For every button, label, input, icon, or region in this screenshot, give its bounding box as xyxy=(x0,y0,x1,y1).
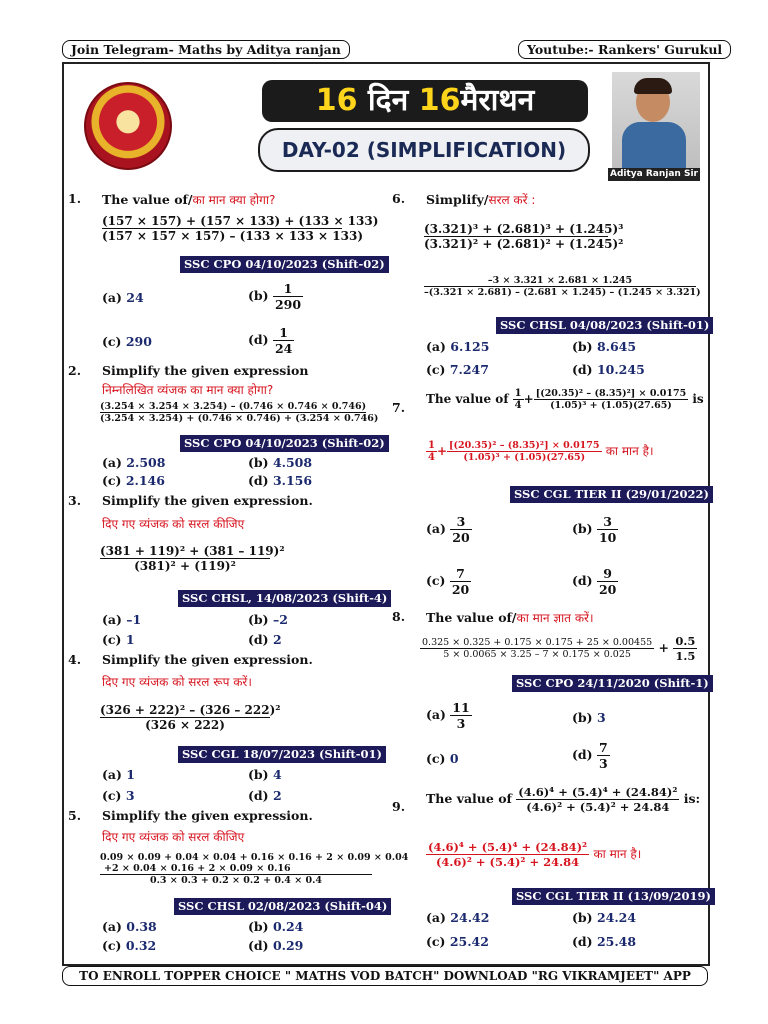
q4-source-badge: SSC CGL 18/07/2023 (Shift-01) xyxy=(178,746,386,763)
q3-source-badge: SSC CHSL, 14/08/2023 (Shift-4) xyxy=(178,590,391,607)
q9-number: 9. xyxy=(392,799,406,814)
q8-source-badge: SSC CPO 24/11/2020 (Shift-1) xyxy=(512,675,713,692)
q9-option-d[interactable]: (d) 25.48 xyxy=(572,934,637,949)
q9-text: The value of $\frac{\text{(4.6)⁴ + (5.4)⁴ + (24.84)²}}{\text{(4.6)² + (5.4)² + 24.84}}$ is: xyxy=(426,785,701,814)
q6-option-d[interactable]: (d) 10.245 xyxy=(572,362,645,377)
q8-number: 8. xyxy=(392,609,406,624)
q2-expression: (3.254 × 3.254 × 3.254) – (0.746 × 0.746 × 0.746) (3.254 × 3.254) + (0.746 × 0.746) + (3.254 × 0.746) xyxy=(100,401,379,424)
q7-source-badge: SSC CGL TIER II (29/01/2022) xyxy=(510,486,713,503)
q2-option-d[interactable]: (d) 3.156 xyxy=(248,473,313,488)
teacher-name: Aditya Ranjan Sir xyxy=(608,168,700,181)
q9-source-badge: SSC CGL TIER II (13/09/2019) xyxy=(512,888,715,905)
q9-hindi-line: $\frac{\text{(4.6)⁴ + (5.4)⁴ + (24.84)²}}{\text{(4.6)² + (5.4)² + 24.84}}$ का मान है। xyxy=(428,840,642,869)
q8-expression: $\frac{0.325 \times 0.325 + 0.175 \times 0.175 + 25 \times 0.00455}{5 \times 0.0065 \times 3.25 - 7 \times 0.175 \times 0.025}$ + $\frac{0.5}{1.5}$ xyxy=(422,634,696,663)
q5-hindi: दिए गए व्यंजक को सरल कीजिए xyxy=(102,830,245,844)
q5-number: 5. xyxy=(68,808,82,823)
q1-source-badge: SSC CPO 04/10/2023 (Shift-02) xyxy=(180,256,389,273)
ssc-emblem-logo xyxy=(84,82,172,170)
q1-option-d[interactable]: (d) $\frac{1}{24}$ xyxy=(248,325,293,356)
q4-number: 4. xyxy=(68,652,82,667)
q1-text: The value of/का मान क्या होगा? xyxy=(102,192,276,207)
q4-hindi: दिए गए व्यंजक को सरल रूप करें। xyxy=(102,675,252,689)
q4-text: Simplify the given expression. xyxy=(102,652,313,667)
q8-option-b[interactable]: (b) 3 xyxy=(572,710,606,725)
q7-hindi-line: $\frac{1}{4}$ + $\frac{\text{[(20.35)² – (8.35)²] × 0.0175}}{\text{(1.05)³ + (1.05)(27.65)}}$ का मान है। xyxy=(428,440,654,463)
q6-expression: (3.321)³ + (2.681)³ + (1.245)³ (3.321)² + (2.681)² + (1.245)² xyxy=(424,222,624,251)
q5-option-d[interactable]: (d) 0.29 xyxy=(248,938,304,953)
q7-option-b[interactable]: (b) $\frac{3}{10}$ xyxy=(572,514,617,545)
q3-option-c[interactable]: (c) 1 xyxy=(102,632,135,647)
q5-option-b[interactable]: (b) 0.24 xyxy=(248,919,304,934)
q2-source-badge: SSC CPO 04/10/2023 (Shift-02) xyxy=(180,435,389,452)
q8-option-a[interactable]: (a) $\frac{11}{3}$ xyxy=(426,700,470,731)
q2-option-c[interactable]: (c) 2.146 xyxy=(102,473,165,488)
youtube-label: Youtube:- Rankers' Gurukul xyxy=(518,40,731,59)
q7-text: The value of $\frac{1}{4}$ + $\frac{\text{[(20.35)² – (8.35)²] × 0.0175}}{\text{(1.05)³ + (1.05)(27.65)}}$ is xyxy=(426,388,704,411)
q3-option-d[interactable]: (d) 2 xyxy=(248,632,282,647)
q7-option-a[interactable]: (a) $\frac{3}{20}$ xyxy=(426,514,470,545)
banner-subtitle: DAY-02 (SIMPLIFICATION) xyxy=(258,128,590,172)
q7-option-c[interactable]: (c) $\frac{7}{20}$ xyxy=(426,566,470,597)
q5-source-badge: SSC CHSL 02/08/2023 (Shift-04) xyxy=(174,898,391,915)
q1-option-c[interactable]: (c) 290 xyxy=(102,334,152,349)
q8-option-c[interactable]: (c) 0 xyxy=(426,751,459,766)
q5-option-c[interactable]: (c) 0.32 xyxy=(102,938,157,953)
q3-expression: (381 + 119)² + (381 – 119)² (381)² + (119)² xyxy=(100,544,285,573)
q3-option-a[interactable]: (a) –1 xyxy=(102,612,142,627)
q2-option-a[interactable]: (a) 2.508 xyxy=(102,455,166,470)
q1-number: 1. xyxy=(68,191,82,206)
q4-option-c[interactable]: (c) 3 xyxy=(102,788,135,803)
q6-option-c[interactable]: (c) 7.247 xyxy=(426,362,489,377)
q3-number: 3. xyxy=(68,493,82,508)
q1-option-a[interactable]: (a) 24 xyxy=(102,290,144,305)
q6-option-a[interactable]: (a) 6.125 xyxy=(426,339,490,354)
q6-number: 6. xyxy=(392,191,406,206)
q7-number: 7. xyxy=(392,400,406,415)
q1-option-b[interactable]: (b) $\frac{1}{290}$ xyxy=(248,281,302,312)
teacher-photo xyxy=(612,72,700,168)
q6-expression-2: –3 × 3.321 × 2.681 × 1.245 –(3.321 × 2.681) – (2.681 × 1.245) – (1.245 × 3.321) xyxy=(424,275,701,298)
q2-option-b[interactable]: (b) 4.508 xyxy=(248,455,313,470)
q2-text: Simplify the given expression xyxy=(102,363,309,378)
q4-option-d[interactable]: (d) 2 xyxy=(248,788,282,803)
q9-option-c[interactable]: (c) 25.42 xyxy=(426,934,489,949)
q6-text: Simplify/सरल करें : xyxy=(426,192,536,207)
q6-source-badge: SSC CHSL 04/08/2023 (Shift-01) xyxy=(496,317,713,334)
q4-option-a[interactable]: (a) 1 xyxy=(102,767,135,782)
q3-hindi: दिए गए व्यंजक को सरल कीजिए xyxy=(102,517,245,531)
banner-title: 16 दिन 16मैराथन xyxy=(262,80,588,122)
q3-text: Simplify the given expression. xyxy=(102,493,313,508)
telegram-label: Join Telegram- Maths by Aditya ranjan xyxy=(62,40,350,59)
q4-expression: (326 + 222)² – (326 – 222)² (326 × 222) xyxy=(100,703,281,732)
q8-text: The value of/का मान ज्ञात करें। xyxy=(426,610,594,625)
footer-banner: TO ENROLL TOPPER CHOICE " MATHS VOD BATCH" DOWNLOAD "RG VIKRAMJEET" APP xyxy=(62,966,708,986)
q9-option-a[interactable]: (a) 24.42 xyxy=(426,910,490,925)
q3-option-b[interactable]: (b) –2 xyxy=(248,612,288,627)
q1-expression: (157 × 157) + (157 × 133) + (133 × 133) (157 × 157 × 157) – (133 × 133 × 133) xyxy=(102,214,379,243)
q7-option-d[interactable]: (d) $\frac{9}{20}$ xyxy=(572,566,617,597)
q8-option-d[interactable]: (d) $\frac{7}{3}$ xyxy=(572,740,608,771)
q2-number: 2. xyxy=(68,363,82,378)
q2-hindi: निम्नलिखित व्यंजक का मान क्या होगा? xyxy=(102,383,274,397)
q5-expression: 0.09 × 0.09 + 0.04 × 0.04 + 0.16 × 0.16 + 2 × 0.09 × 0.04 +2 × 0.04 × 0.16 + 2 × 0.09 × 0.16 0.3 × 0.3 + 0.2 × 0.2 + 0.4 × 0.4 xyxy=(100,852,409,886)
q5-option-a[interactable]: (a) 0.38 xyxy=(102,919,157,934)
q5-text: Simplify the given expression. xyxy=(102,808,313,823)
q9-option-b[interactable]: (b) 24.24 xyxy=(572,910,637,925)
q6-option-b[interactable]: (b) 8.645 xyxy=(572,339,637,354)
q4-option-b[interactable]: (b) 4 xyxy=(248,767,282,782)
